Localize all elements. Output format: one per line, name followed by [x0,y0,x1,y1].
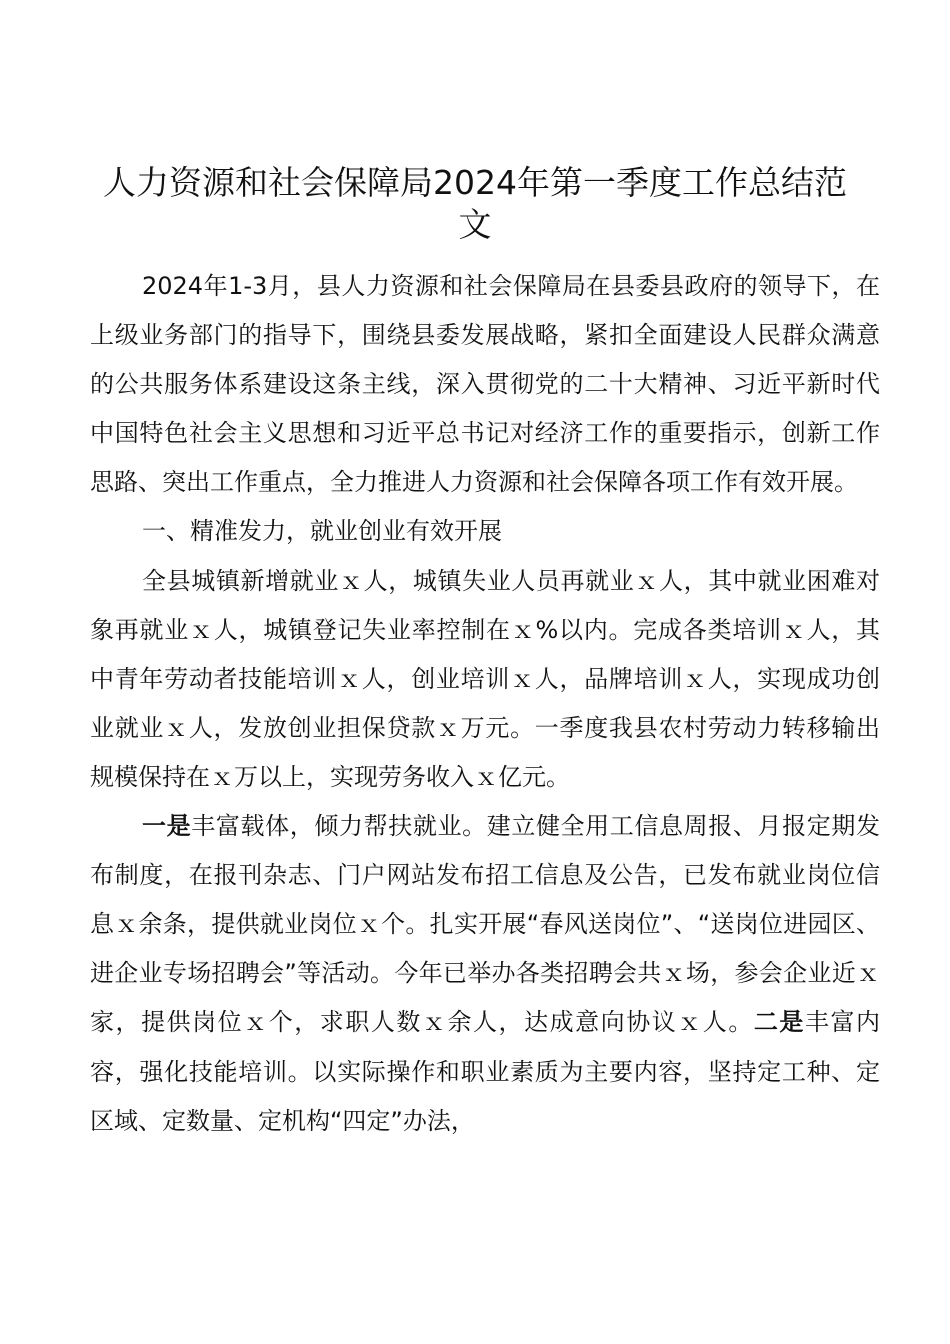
point2-lead: 二是 [753,1008,805,1037]
section1-summary-paragraph: 全县城镇新增就业ｘ人，城镇失业人员再就业ｘ人，其中就业困难对象再就业ｘ人，城镇登记失业率控制在ｘ%以内。完成各类培训ｘ人，其中青年劳动者技能培训ｘ人，创业培训ｘ人，品牌培训ｘ人，实现成功创业就业ｘ人，发放创业担保贷款ｘ万元。一季度我县农村劳动力转移输出规模保持在ｘ万以上，实现劳务收入ｘ亿元。 [90,566,880,791]
document-body [90,262,880,1146]
section1-points-paragraph [90,802,880,1146]
point2-text: 丰富内容，强化技能培训。以实际操作和职业素质为主要内容，坚持定工种、定区域、定数量、定机构“四定”办法， [90,1008,881,1135]
document-title: 人力资源和社会保障局2024年第一季度工作总结范文 [103,163,847,244]
section-heading-1: 一、精准发力，就业创业有效开展 [142,517,502,546]
point1-lead: 一是 [142,812,192,841]
point1-text: 丰富载体，倾力帮扶就业。建立健全用工信息周报、月报定期发布制度，在报刊杂志、门户网站发布招工信息及公告，已发布就业岗位信息ｘ余条，提供就业岗位ｘ个。扎实开展“春风送岗位”、“送岗位进园区、进企业专场招聘会”等活动。今年已举办各类招聘会共ｘ场，参会企业近ｘ家，提供岗位ｘ个，求职人数ｘ余人，达成意向协议ｘ人。 [90,812,881,1037]
intro-paragraph: 2024年1-3月，县人力资源和社会保障局在县委县政府的领导下，在上级业务部门的指导下，围绕县委发展战略，紧扣全面建设人民群众满意的公共服务体系建设这条主线，深入贯彻党的二十大精神、习近平新时代中国特色社会主义思想和习近平总书记对经济工作的重要指示，创新工作思路、突出工作重点，全力推进人力资源和社会保障各项工作有效开展。 [90,272,880,497]
